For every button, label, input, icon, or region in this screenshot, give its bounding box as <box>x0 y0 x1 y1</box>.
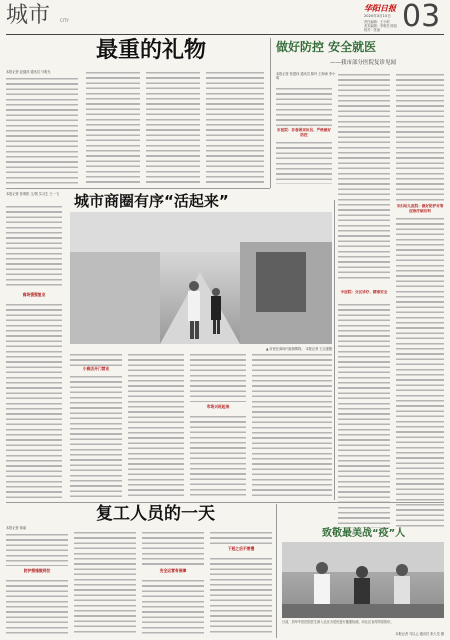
story-top-right-subhead-3: 市妇幼儿医院：做好防护对等医治疗病有利 <box>396 204 444 213</box>
story-top-right-title: 做好防控 安全就医 <box>276 40 377 54</box>
story-middle-body <box>190 352 246 402</box>
story-bottom-left-subhead-1: 防护措施做到位 <box>23 568 51 573</box>
editor-line-3: 校对：张丽 <box>364 28 380 32</box>
photo-shopping-mall <box>70 212 332 344</box>
story-top-right-body <box>338 302 390 528</box>
story-top-left-body <box>86 70 140 184</box>
story-middle-body <box>6 204 62 288</box>
story-top-left-body <box>146 70 200 184</box>
story-top-right-subhead-1: 市医院：非春困采访员、严格做好防控 <box>277 128 331 137</box>
story-middle-body <box>70 352 122 366</box>
masthead-rule <box>6 34 444 35</box>
story-top-left-title: 最重的礼物 <box>96 38 207 63</box>
story-middle-subhead-1: 商场强强复业 <box>22 292 46 297</box>
divider <box>6 188 270 189</box>
divider <box>276 504 277 638</box>
story-bottom-left-body <box>6 532 68 566</box>
story-top-left-byline: 本报记者 赵健萍 通讯员 马明光 <box>6 70 51 74</box>
photo-caption: ▲ 市民在商场内逛街购物。 本报记者 王志强摄 <box>265 347 332 351</box>
story-middle-body <box>190 414 246 498</box>
divider <box>6 502 444 503</box>
story-top-right-body <box>396 216 444 528</box>
story-top-left-body <box>6 76 78 184</box>
story-top-right-subtitle: ——我市部分医院复诊见闻 <box>330 60 397 66</box>
medical-check-illustration <box>282 542 444 618</box>
page-number: 03 <box>402 0 441 34</box>
story-top-right-body <box>276 140 332 184</box>
story-top-left-body <box>206 70 264 184</box>
story-middle-body <box>70 374 122 498</box>
divider <box>334 200 335 500</box>
editor-line-1: 责任编辑：王小明 <box>364 20 390 24</box>
story-top-right-body <box>338 72 390 282</box>
story-top-right-body <box>396 72 444 202</box>
story-bottom-left-body <box>142 578 204 636</box>
story-bottom-left-body <box>74 530 136 636</box>
story-top-right-body <box>276 86 332 126</box>
masthead <box>0 0 450 36</box>
editor-line-2: 美术编辑：李明亮 陈旭 <box>364 24 397 28</box>
story-bottom-left-subhead-2: 安全运营有保障 <box>159 568 187 573</box>
story-middle-subhead-2: 小商店开门营业 <box>82 366 110 371</box>
story-bottom-left-body <box>210 530 272 544</box>
story-bottom-left-body <box>142 530 204 566</box>
story-middle-body <box>6 302 62 498</box>
photo-medical-check <box>282 542 444 618</box>
story-bottom-left-byline: 本报记者 林丽 <box>6 526 27 530</box>
story-bottom-left-body <box>210 556 272 636</box>
date: 2020年3月10日 <box>364 14 391 18</box>
story-middle-subhead-3: 市场兴旺起来 <box>206 404 230 409</box>
story-middle-title: 城市商圈有序“活起来” <box>74 192 229 210</box>
story-top-right-subhead-2: 中医院：分区诊疗、精准安全 <box>340 290 388 294</box>
story-middle-body <box>252 352 332 498</box>
story-bottom-left-body <box>6 578 68 636</box>
photo-credit: 本报记者 马以云 通讯员 张大龙 摄 <box>395 632 444 636</box>
story-bottom-left-subhead-3: 下班之后不要慢 <box>227 546 255 551</box>
story-top-right-byline: 本报记者 张建伟 通讯员 陈玲 王海涛 李小明 <box>276 72 336 80</box>
section-title-en: CITY <box>60 18 69 23</box>
mall-illustration <box>70 212 332 344</box>
section-title: 城市 <box>6 3 51 28</box>
story-middle-body <box>128 352 184 498</box>
story-middle-byline: 本报记者 张明阳 文/图 实习生 王一飞 <box>6 192 59 196</box>
story-bottom-left-title: 复工人员的一天 <box>96 504 215 524</box>
story-bottom-right-title: 致敬最美战“疫”人 <box>322 528 406 539</box>
divider <box>270 38 271 188</box>
photo-caption: 日前，刘华中医医院医生深入社区为居民进行健康检测，向社区宣传防疫知识。 <box>282 620 394 624</box>
paper-name: 华阳日报 <box>364 3 396 13</box>
